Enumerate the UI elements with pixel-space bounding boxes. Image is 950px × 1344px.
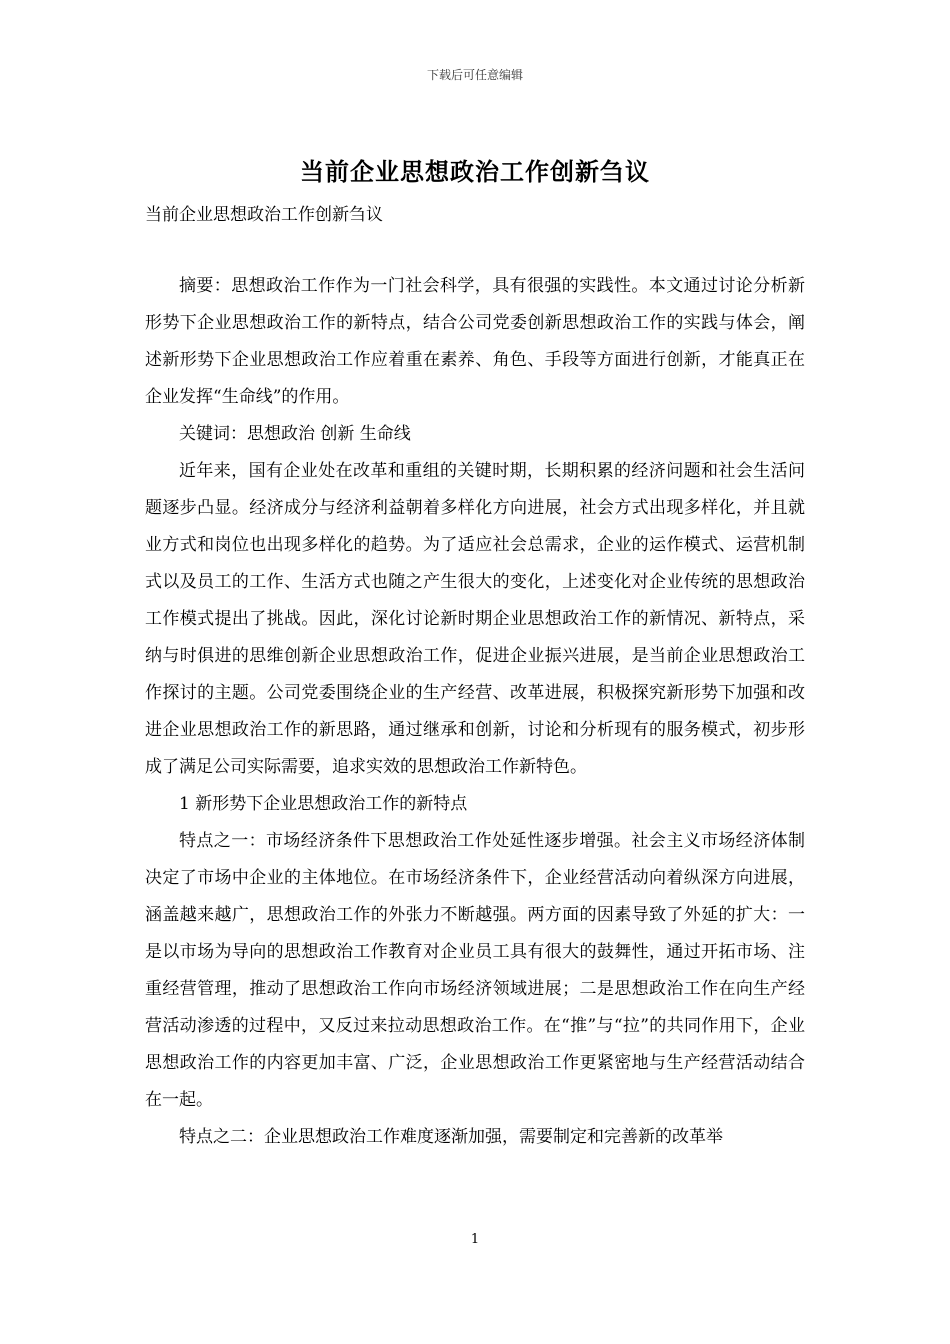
intro-paragraph: 近年来，国有企业处在改革和重组的关键时期，长期积累的经济问题和社会生活问题逐步凸显。经济成分与经济利益朝着多样化方向进展，社会方式出现多样化，并且就业方式和岗位也出现多样化的趋势。为了适应社会总需求，企业的运作模式、运营机制式以及员工的工作、生活方式也随之产生很大的变化，上述变化对企业传统的思想政治工作模式提出了挑战。因此，深化讨论新时期企业思想政治工作的新情况、新特点，采纳与时俱进的思维创新企业思想政治工作，促进企业振兴进展，是当前企业思想政治工作探讨的主题。公司党委围绕企业的生产经营、改革进展，积极探究新形势下加强和改进企业思想政治工作的新思路，通过继承和创新，讨论和分析现有的服务模式，初步形成了满足公司实际需要，追求实效的思想政治工作新特色。 bbox=[145, 461, 805, 777]
document-body bbox=[145, 268, 805, 1156]
section-heading: 1 新形势下企业思想政治工作的新特点 bbox=[179, 794, 468, 814]
abstract-paragraph: 摘要：思想政治工作作为一门社会科学，具有很强的实践性。本文通过讨论分析新形势下企业思想政治工作的新特点，结合公司党委创新思想政治工作的实践与体会，阐述新形势下企业思想政治工作应着重在素养、角色、手段等方面进行创新，才能真正在企业发挥“生命线”的作用。 bbox=[145, 276, 805, 407]
feature-one-paragraph: 特点之一：市场经济条件下思想政治工作处延性逐步增强。社会主义市场经济体制决定了市场中企业的主体地位。在市场经济条件下，企业经营活动向着纵深方向进展，涵盖越来越广，思想政治工作的外张力不断越强。两方面的因素导致了外延的扩大：一是以市场为导向的思想政治工作教育对企业员工具有很大的鼓舞性，通过开拓市场、注重经营管理，推动了思想政治工作向市场经济领域进展；二是思想政治工作在向生产经营活动渗透的过程中，又反过来拉动思想政治工作。在“推”与“拉”的共同作用下，企业思想政治工作的内容更加丰富、广泛，企业思想政治工作更紧密地与生产经营活动结合在一起。 bbox=[145, 831, 805, 1110]
page-header-note: 下载后可任意编辑 bbox=[426, 68, 523, 82]
document-title: 当前企业思想政治工作创新刍议 bbox=[300, 157, 650, 186]
document-subtitle: 当前企业思想政治工作创新刍议 bbox=[145, 205, 383, 225]
feature-two-paragraph: 特点之二：企业思想政治工作难度逐渐加强，需要制定和完善新的改革举 bbox=[179, 1127, 723, 1147]
page-number: 1 bbox=[470, 1232, 480, 1247]
keywords-paragraph: 关键词：思想政治 创新 生命线 bbox=[179, 424, 411, 444]
